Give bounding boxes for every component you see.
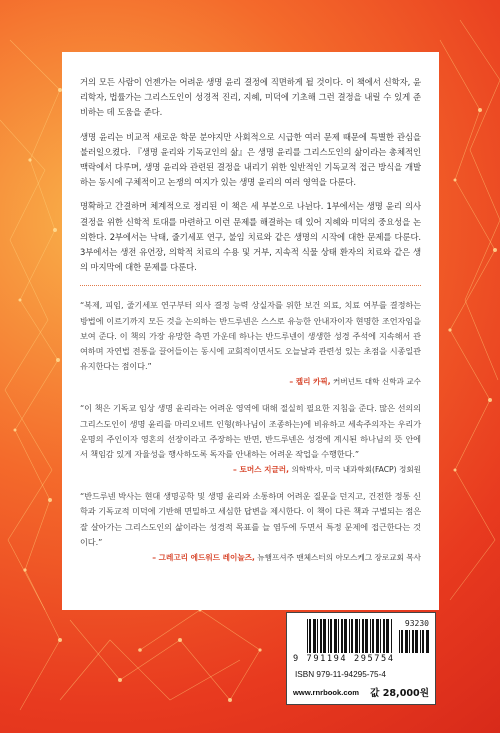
endorser-affiliation: 뉴햄프셔주 맨체스터의 아모스케그 장로교회 목사 xyxy=(254,553,421,563)
endorsement-3 xyxy=(80,489,421,563)
endorsement-attribution xyxy=(80,376,421,387)
endorsement-quote: “반드루넨 박사는 현대 생명공학 및 생명 윤리와 소통하며 어려운 질문을 던지고, 건전한 정통 신학과 기독교적 미덕에 기반해 면밀하고 세심한 답변을 제시한다. 이 책이 다른 책과 구별되는 점은 잘 살아가는 그리스도인의 삶이라는 성경적 목표를 늘 염두에 두면서 특정 문제에 접근한다는 것이다.” xyxy=(80,491,421,547)
intro-section xyxy=(80,75,421,275)
dotted-divider xyxy=(80,285,421,286)
endorsement-1 xyxy=(80,298,421,387)
barcode-box xyxy=(286,612,436,705)
isbn-number: ISBN 979-11-94295-75-4 xyxy=(295,670,386,679)
endorsement-quote: “이 책은 기독교 임상 생명 윤리라는 어려운 영역에 대해 절실히 필요한 지침을 준다. 많은 선의의 그리스도인이 생명 윤리를 마리오네트 인형(하나님이 조종하는)에 비유하고 세속주의자는 우리가 운명의 주인이자 영혼의 선장이라고 주장하는 반면, 반드루넨은 성경에 계시된 하나님의 뜻 안에서 책임감 있게 자율성을 행사하도록 독자를 안내하는 어려운 작업을 수행한다.” xyxy=(80,403,421,460)
barcode-digits: 9 791194 295754 xyxy=(293,654,395,664)
endorser-affiliation: 의학박사, 미국 내과학회(FACP) 정회원 xyxy=(289,465,421,475)
endorser-name: – 켈리 카픽, xyxy=(289,377,331,387)
intro-paragraph-3: 명확하고 간결하며 체계적으로 정리된 이 책은 세 부분으로 나뉜다. 1부에서는 생명 윤리 의사 결정을 위한 신학적 토대를 마련하고 이런 문제를 해결하는 데 있어 지혜와 미덕의 중요성을 논의한다. 2부에서는 낙태, 줄기세포 연구, 불임 치료와 같은 생명의 시작에 대한 문제를 다룬다. 3부에서는 생전 유언장, 의학적 치료의 수용 및 거부, 지속적 식물 상태 환자의 치료와 같은 생의 마지막에 대한 문제를 다룬다. xyxy=(80,201,421,273)
endorsement-quote: “복제, 피임, 줄기세포 연구부터 의사 결정 능력 상실자를 위한 보건 의료, 치료 여부를 결정하는 방법에 이르기까지 모든 것을 논의하는 반드루넨은 스스로 유능한 안내자이자 현명한 조언자임을 보여 준다. 이 책의 가장 유망한 측면 가운데 하나는 반드루넨이 생생한 성경 주석에 지속해서 관여하며 자연법 전통을 끌어들이는 동시에 교회적이면서도 오늘날과 관련성 있는 초점을 시종일관 유지한다는 점이다.” xyxy=(80,300,421,372)
barcode-bars xyxy=(307,619,393,653)
price: 값 28,000원 xyxy=(370,688,429,699)
addon-barcode-bars xyxy=(399,630,429,653)
intro-paragraph-2: 생명 윤리는 비교적 새로운 학문 분야지만 사회적으로 시급한 여러 문제 때문에 특별한 관심을 불러일으켰다. 『생명 윤리와 기독교인의 삶』은 생명 윤리를 그리스도인의 삶이라는 총체적인 맥락에서 다루며, 생명 윤리와 관련된 결정을 내리기 위한 일반적인 기독교적 접근 방식을 개발하는 동시에 구체적이고 논쟁의 여지가 있는 생명 윤리의 여러 영역을 다룬다. xyxy=(80,131,421,188)
addon-code: 93230 xyxy=(404,619,429,628)
publisher-website: www.rnrbook.com xyxy=(293,688,359,697)
endorsement-attribution xyxy=(80,552,421,563)
endorser-affiliation: 커버넌트 대학 신학과 교수 xyxy=(330,377,421,387)
intro-paragraph-1: 거의 모든 사람이 언젠가는 어려운 생명 윤리 결정에 직면하게 될 것이다. 이 책에서 신학자, 윤리학자, 법률가는 그리스도인이 성경적 진리, 지혜, 미덕에 기초해 그런 결정을 내릴 수 있게 준비하는 데 도움을 준다. xyxy=(80,77,421,118)
endorser-name: – 토머스 지글러, xyxy=(233,465,290,475)
endorsement-attribution xyxy=(80,464,421,475)
endorser-name: – 그레고리 에드워드 레이놀즈, xyxy=(152,553,255,563)
back-cover-text-panel xyxy=(62,52,439,610)
endorsement-2 xyxy=(80,401,421,475)
